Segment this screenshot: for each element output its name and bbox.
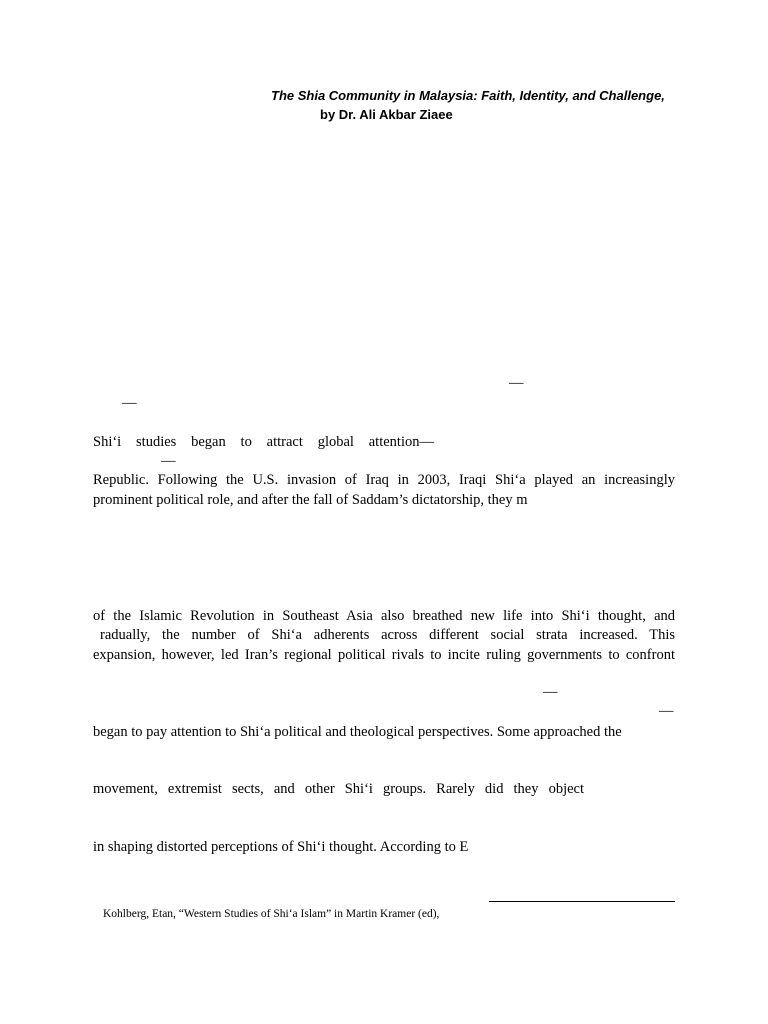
body-line: expansion, however, led Iran’s regional political rivals to incite ruling governments to confront [93,647,675,663]
body-line: prominent political role, and after the fall of Saddam’s dictatorship, they m [93,492,528,508]
em-dash-mark: — [543,684,558,700]
body-line: began to pay attention to Shiʻa political and theological perspectives. Some approached the [93,724,622,740]
em-dash-mark: — [509,375,524,391]
body-line: of the Islamic Revolution in Southeast Asia also breathed new life into Shiʻi thought, and [93,608,675,624]
body-line: Shiʻi studies began to attract global attention— [93,434,434,450]
body-line: movement, extremist sects, and other Shiʻi groups. Rarely did they object [93,781,584,797]
em-dash-mark: — [122,395,137,411]
body-line: in shaping distorted perceptions of Shiʻi thought. According to E [93,839,469,855]
em-dash-mark: — [659,703,674,719]
footnote-separator [489,901,675,902]
document-title: The Shia Community in Malaysia: Faith, Identity, and Challenge, [271,88,665,103]
em-dash-mark: — [161,453,176,469]
document-author: by Dr. Ali Akbar Ziaee [320,107,453,122]
body-line: Republic. Following the U.S. invasion of Iraq in 2003, Iraqi Shiʻa played an increasingly [93,472,675,488]
body-line: radually, the number of Shiʻa adherents across different social strata increased. This [100,627,675,643]
footnote-text: Kohlberg, Etan, “Western Studies of Shiʻa Islam” in Martin Kramer (ed), [103,908,440,920]
